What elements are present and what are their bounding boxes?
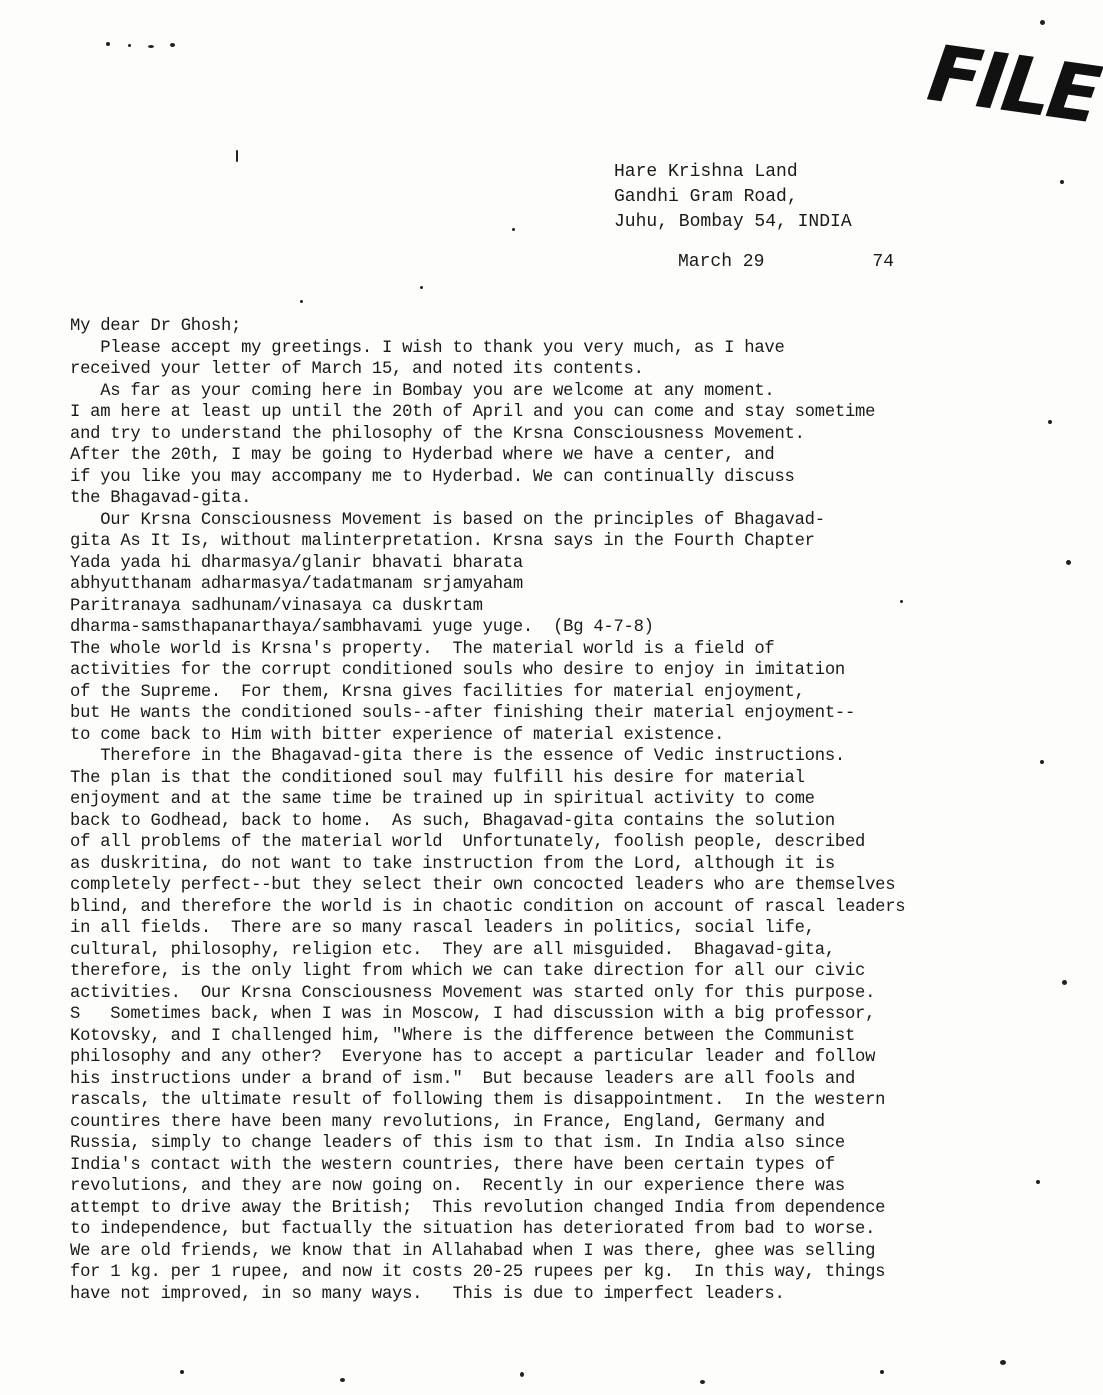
verse-line: Paritranaya sadhunam/vinasaya ca duskrtam [70, 596, 483, 616]
photocopy-speck [170, 43, 175, 47]
photocopy-speck [1062, 980, 1067, 985]
body-line: of the Supreme. For them, Krsna gives facilities for material enjoyment, [70, 682, 805, 702]
body-line: activities. Our Krsna Consciousness Movement was started only for this purpose. [70, 983, 876, 1003]
body-line: The whole world is Krsna's property. The material world is a field of [70, 639, 775, 659]
body-line: enjoyment and at the same time be trained up in spiritual activity to come [70, 790, 815, 809]
photocopy-speck [1040, 20, 1045, 25]
body-line: Kotovsky, and I challenged him, "Where is the difference between the Communist [70, 1026, 856, 1046]
verse-line: Yada yada hi dharmasya/glanir bhavati bharata [70, 553, 523, 573]
body-line: cultural, philosophy, religion etc. They are all misguided. Bhagavad-gita, [70, 940, 835, 960]
file-stamp: FILE [922, 28, 1103, 142]
photocopy-speck [1040, 760, 1044, 764]
body-line: After the 20th, I may be going to Hyderbad where we have a center, and [70, 446, 775, 465]
address-line: Hare Krishna Land [614, 162, 798, 182]
body-line: S Sometimes back, when I was in Moscow, I had discussion with a big professor, [70, 1005, 876, 1024]
photocopy-speck [106, 42, 110, 46]
photocopy-speck [520, 1372, 524, 1377]
verse-line: abhyutthanam adharmasya/tadatmanam srjamyaham [70, 575, 523, 594]
body-line: for 1 kg. per 1 rupee, and now it costs 20-25 rupees per kg. In this way, things [70, 1263, 886, 1282]
body-line: India's contact with the western countries, there have been certain types of [70, 1155, 835, 1175]
body-line: My dear Dr Ghosh; [70, 317, 242, 336]
body-line: Therefore in the Bhagavad-gita there is the essence of Vedic instructions. [70, 747, 845, 766]
letter-body [70, 316, 1060, 1305]
photocopy-speck [236, 150, 238, 162]
body-line: his instructions under a brand of ism." But because leaders are all fools and [70, 1069, 856, 1089]
body-line: I am here at least up until the 20th of April and you can come and stay sometime [70, 403, 876, 422]
body-line: received your letter of March 15, and noted its contents. [70, 360, 644, 379]
photocopy-speck [180, 1370, 184, 1374]
body-line: in all fields. There are so many rascal leaders in politics, social life, [70, 919, 815, 938]
body-line: to come back to Him with bitter experience of material existence. [70, 725, 725, 745]
body-line: philosophy and any other? Everyone has to accept a particular leader and follow [70, 1048, 876, 1067]
body-line: blind, and therefore the world is in chaotic condition on account of rascal leaders [70, 897, 906, 917]
body-line: countires there have been many revolutions, in France, England, Germany and [70, 1112, 825, 1132]
photocopy-speck [1036, 1180, 1040, 1184]
photocopy-speck [1000, 1360, 1006, 1365]
sender-address [614, 160, 852, 235]
body-line: as duskritina, do not want to take instruction from the Lord, although it is [70, 854, 835, 874]
body-line: back to Godhead, back to home. As such, Bhagavad-gita contains the solution [70, 811, 835, 831]
body-line: completely perfect--but they select their own concocted leaders who are themselves [70, 876, 896, 895]
body-line: and try to understand the philosophy of the Krsna Consciousness Movement. [70, 424, 805, 444]
body-line: attempt to drive away the British; This revolution changed India from dependence [70, 1198, 886, 1218]
body-line: if you like you may accompany me to Hyderbad. We can continually discuss [70, 467, 795, 487]
photocopy-speck [128, 44, 131, 47]
letter-date: March 29 74 [678, 252, 895, 272]
body-line: of all problems of the material world Unfortunately, foolish people, described [70, 833, 866, 852]
body-line: but He wants the conditioned souls--after finishing their material enjoyment-- [70, 704, 856, 723]
photocopy-speck [900, 600, 903, 603]
address-line: Juhu, Bombay 54, INDIA [614, 212, 852, 232]
body-line: revolutions, and they are now going on. Recently in our experience there was [70, 1177, 845, 1196]
photocopy-speck [148, 45, 154, 48]
photocopy-speck [300, 300, 303, 303]
body-line: to independence, but factually the situation has deteriorated from bad to worse. [70, 1220, 876, 1239]
photocopy-speck [420, 286, 423, 289]
address-line: Gandhi Gram Road, [614, 187, 798, 207]
photocopy-speck [700, 1380, 705, 1384]
photocopy-speck [1060, 180, 1064, 184]
body-line: rascals, the ultimate result of following them is disappointment. In the western [70, 1091, 886, 1110]
photocopy-speck [1066, 560, 1071, 565]
body-line: have not improved, in so many ways. This is due to imperfect leaders. [70, 1284, 785, 1304]
body-line: gita As It Is, without malinterpretation. Krsna says in the Fourth Chapter [70, 532, 815, 551]
photocopy-speck [880, 1370, 884, 1374]
body-line: Our Krsna Consciousness Movement is based on the principles of Bhagavad- [70, 510, 825, 530]
body-line: We are old friends, we know that in Allahabad when I was there, ghee was selling [70, 1241, 876, 1261]
body-line: The plan is that the conditioned soul may fulfill his desire for material [70, 768, 805, 788]
body-line: activities for the corrupt conditioned souls who desire to enjoy in imitation [70, 661, 845, 680]
body-line: Please accept my greetings. I wish to thank you very much, as I have [70, 338, 785, 358]
verse-line: dharma-samsthapanarthaya/sambhavami yuge yuge. (Bg 4-7-8) [70, 618, 654, 637]
photocopy-speck [1048, 420, 1052, 424]
photocopy-speck [512, 228, 515, 231]
body-line: therefore, is the only light from which we can take direction for all our civic [70, 962, 866, 981]
body-line: Russia, simply to change leaders of this ism to that ism. In India also since [70, 1134, 845, 1153]
photocopy-speck [340, 1378, 345, 1382]
body-line: As far as your coming here in Bombay you are welcome at any moment. [70, 381, 775, 401]
body-line: the Bhagavad-gita. [70, 489, 252, 508]
